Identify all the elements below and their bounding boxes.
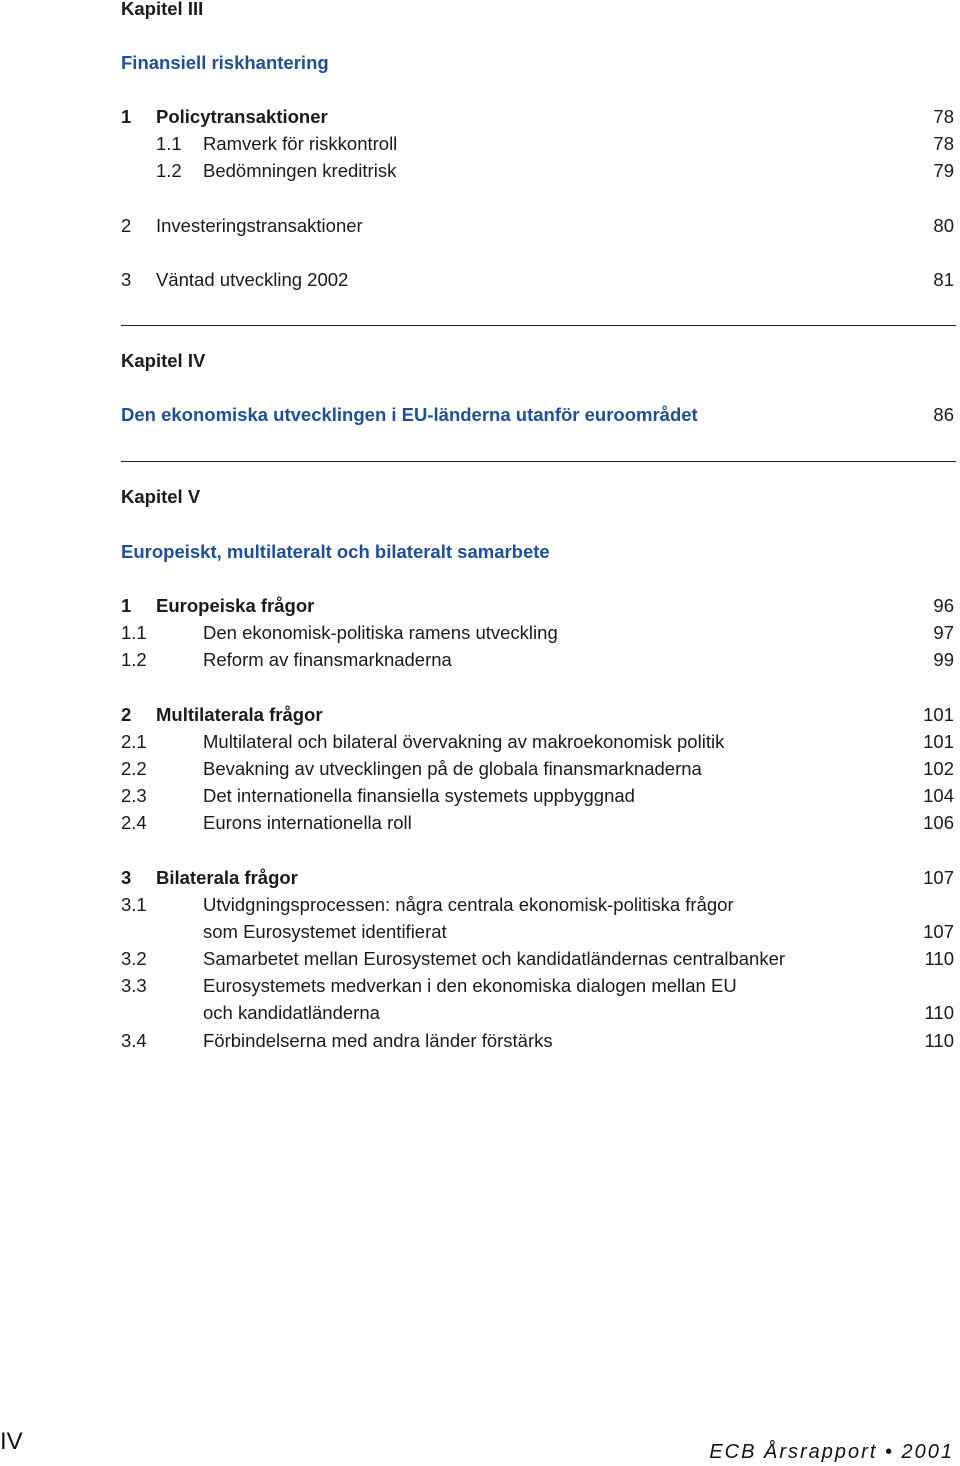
toc-entry: 2.3 Det internationella finansiella systemets uppbyggnad 104 [121,785,954,806]
toc-entry-continuation: och kandidatländerna 110 [203,1002,954,1023]
toc-entry: 1.2 Reform av finansmarknaderna 99 [121,649,954,670]
toc-entry: 3 Väntad utveckling 2002 81 [121,269,954,290]
toc-entry: 3.1 Utvidgningsprocessen: några centrala ekonomisk-politiska frågor [121,894,734,915]
toc-entry: 1.1 Den ekonomisk-politiska ramens utveckling 97 [121,622,954,643]
toc-entry: 3.4 Förbindelserna med andra länder förstärks 110 [121,1030,954,1051]
divider [121,325,956,326]
chapter-4-heading: Kapitel IV [121,350,206,371]
toc-entry: 1 Europeiska frågor 96 [121,595,954,616]
chapter-5-title: Europeiskt, multilateralt och bilateralt samarbete [121,541,550,562]
toc-entry: 3 Bilaterala frågor 107 [121,867,954,888]
toc-entry: 2.4 Eurons internationella roll 106 [121,812,954,833]
toc-entry: 2 Investeringstransaktioner 80 [121,215,954,236]
chapter-3-heading: Kapitel III [121,0,204,19]
toc-entry: 3.3 Eurosystemets medverkan i den ekonomiska dialogen mellan EU [121,975,737,996]
running-footer: ECB Årsrapport • 2001 [709,1441,954,1463]
chapter-4-title: Den ekonomiska utvecklingen i EU-länderna utanför euroområdet 86 [121,404,954,425]
toc-entry: 1.2 Bedömningen kreditrisk 79 [156,160,954,181]
divider [121,461,956,462]
toc-entry: 2.1 Multilateral och bilateral övervakning av makroekonomisk politik 101 [121,731,954,752]
toc-entry: 1 Policytransaktioner 78 [121,106,954,127]
chapter-5-heading: Kapitel V [121,486,201,507]
toc-entry-continuation: som Eurosystemet identifierat 107 [203,921,954,942]
chapter-3-title: Finansiell riskhantering [121,52,329,73]
toc-entry: 2.2 Bevakning av utvecklingen på de globala finansmarknaderna 102 [121,758,954,779]
toc-entry: 2 Multilaterala frågor 101 [121,704,954,725]
toc-entry: 3.2 Samarbetet mellan Eurosystemet och kandidatländernas centralbanker 110 [121,948,954,969]
page-folio: IV [0,1428,23,1455]
toc-entry: 1.1 Ramverk för riskkontroll 78 [156,133,954,154]
